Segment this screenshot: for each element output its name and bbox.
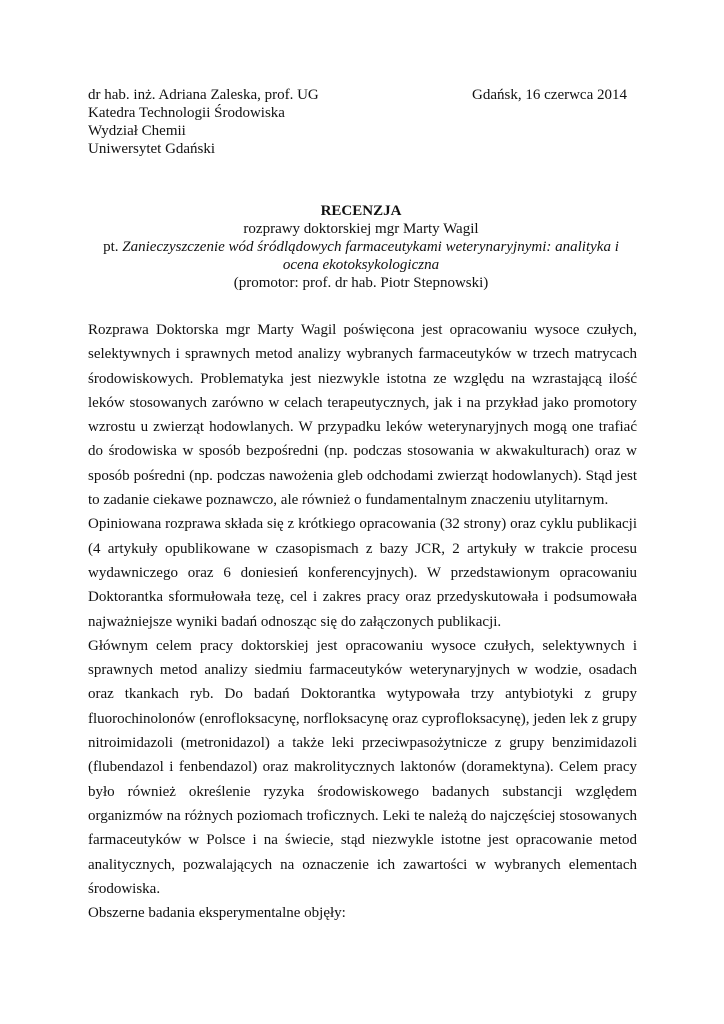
author-name: dr hab. inż. Adriana Zaleska, prof. UG (88, 87, 319, 103)
promoter-line: (promotor: prof. dr hab. Piotr Stepnowski) (233, 275, 489, 291)
author-faculty: Wydział Chemii (88, 123, 186, 139)
paragraph-goal: Głównym celem pracy doktorskiej jest opracowaniu wysoce czułych, selektywnych i sprawnych metod analizy siedmiu farmaceutyków weterynaryjnych w wodzie, osadach oraz tkankach ryb. Do badań Doktorantka wytypowała trzy antybiotyki z grupy fluorochinolonów (enrofloksacynę, norfloksacynę oraz cyprofloksacynę), jeden lek z grupy nitroimidazoli (metronidazol) a także leki przeciwpasożytnicze z grupy benzimidazoli (flubendazol i fenbendazol) oraz makrolitycznych laktonów (doramektyna). Celem pracy było również określenie ryzyka środowiskowego badanych substancji względem organizmów na różnych poziomach troficznych. Leki te należą do najczęściej stosowanych farmaceutyków w Polsce i na świecie, stąd niezwykle istotne jest opracowanie metod analitycznych, pozwalających na oznaczenie ich zawartości w wybranych elementach środowiska. (88, 637, 637, 897)
author-block (88, 86, 319, 158)
document-heading: RECENZJA (320, 203, 402, 219)
thesis-topic (88, 238, 634, 274)
title-block (88, 202, 634, 292)
paragraph-research-scope: Obszerne badania eksperymentalne objęły: (88, 905, 346, 922)
topic-title: Zanieczyszczenie wód śródlądowych farmaceutykami weterynaryjnymi: analityka i ocena ekotoksykologiczna (122, 239, 619, 273)
author-university: Uniwersytet Gdański (88, 141, 216, 157)
paragraph-intro: Rozprawa Doktorska mgr Marty Wagil poświęcona jest opracowaniu wysoce czułych, selektywnych i sprawnych metod analizy wybranych farmaceutyków w trzech matrycach środowiskowych. Problematyka jest niezwykle istotna ze względu na wzrastającą ilość leków stosowanych zarówno w celach terapeutycznych, jak i na przykład jako promotory wzrostu u zwierząt hodowlanych. W przypadku leków weterynaryjnych mogą one trafiać do środowiska w sposób bezpośredni (np. podczas stosowania w akwakulturach) oraz w sposób pośredni (np. podczas nawożenia gleb odchodami zwierząt hodowlanych). Stąd jest to zadanie ciekawe poznawczo, ale również o fundamentalnym znaczeniu utylitarnym. (88, 322, 637, 509)
author-department: Katedra Technologii Środowiska (88, 105, 285, 121)
paragraph-structure: Opiniowana rozprawa składa się z krótkiego opracowania (32 strony) oraz cyklu publikacji (4 artykuły opublikowane w czasopismach z bazy JCR, 2 artykuły w trakcie procesu wydawniczego oraz 6 doniesień konferencyjnych). W przedstawionym opracowaniu Doktorantka sformułowała tezę, cel i zakres pracy oraz przedyskutowała i podsumowała najważniejsze wyniki badań odnosząc się do załączonych publikacji. (88, 516, 637, 630)
topic-prefix: pt. (103, 239, 123, 255)
document-subtitle: rozprawy doktorskiej mgr Marty Wagil (243, 221, 479, 237)
place-date: Gdańsk, 16 czerwca 2014 (472, 87, 627, 103)
review-body (88, 318, 637, 925)
